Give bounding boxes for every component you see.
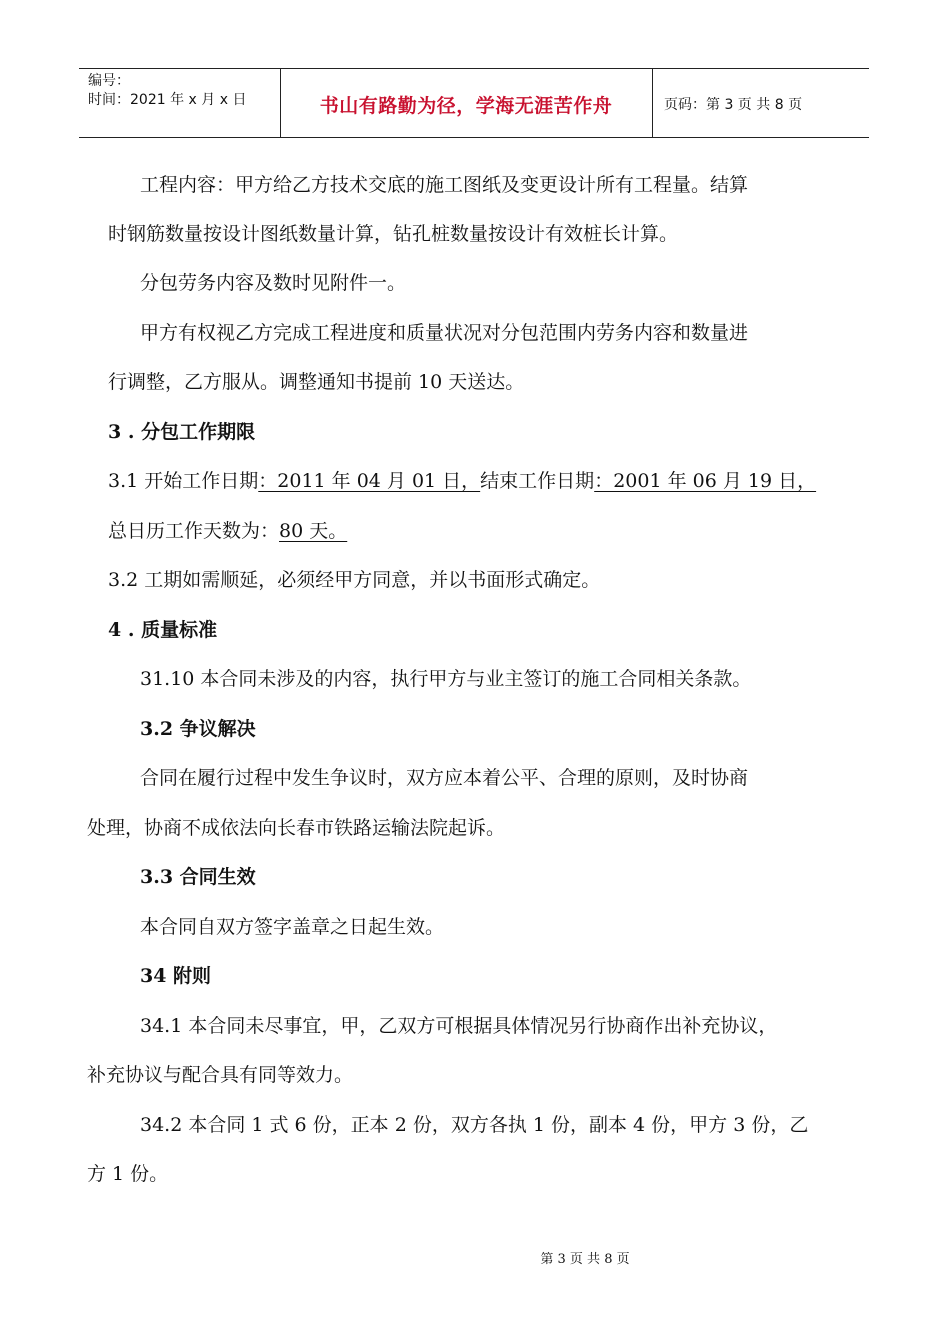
section-heading: 3.3 合同生效 [140,866,256,888]
paragraph: 时钢筋数量按设计图纸数量计算，钻孔桩数量按设计有效桩长计算。 [108,223,679,245]
section-heading: 34 附则 [140,965,212,987]
header-meta [88,72,246,110]
paragraph: 甲方有权视乙方完成工程进度和质量状况对分包范围内劳务内容和数量进 [140,322,749,344]
paragraph: 分包劳务内容及数时见附件一。 [140,272,407,294]
paragraph: 合同在履行过程中发生争议时，双方应本着公平、合理的原则，及时协商 [140,767,749,789]
page-header [79,68,869,138]
page-footer [0,1248,950,1267]
paragraph: 34.2 本合同 1 式 6 份，正本 2 份，双方各执 1 份，副本 4 份，甲方 3 份，乙 [140,1114,809,1136]
end-date-value: ：2001 年 06 月 19 日， [594,470,817,492]
paragraph [108,469,816,493]
start-date-value: ：2011 年 04 月 01 日， [258,470,481,492]
header-page-label: 页码：第 3 页 共 8 页 [664,97,803,113]
start-date-label: 3.1 开始工作日期 [108,470,259,492]
paragraph: 工程内容：甲方给乙方技术交底的施工图纸及变更设计所有工程量。结算 [140,174,749,196]
paragraph: 34.1 本合同未尽事宜，甲，乙双方可根据具体情况另行协商作出补充协议， [140,1015,778,1037]
paragraph: 3.2 工期如需顺延，必须经甲方同意，并以书面形式确定。 [108,569,601,591]
paragraph: 处理，协商不成依法向长春市铁路运输法院起诉。 [87,817,506,839]
footer-page-number: 第 3 页 共 8 页 [540,1252,630,1267]
number-label: 编号： [88,73,130,89]
end-date-label: 结束工作日期 [480,470,595,492]
paragraph: 本合同自双方签字盖章之日起生效。 [140,916,445,938]
header-motto: 书山有路勤为径，学海无涯苦作舟 [319,95,613,117]
total-days-label: 总日历工作天数为： [108,520,280,542]
time-label: 时间：2021 年 x 月 x 日 [88,92,247,108]
section-heading: 4 . 质量标准 [108,619,218,641]
header-divider [652,69,653,137]
section-heading: 3 . 分包工作期限 [108,421,256,443]
paragraph: 方 1 份。 [87,1163,169,1185]
paragraph: 补充协议与配合具有同等效力。 [87,1064,354,1086]
paragraph: 31.10 本合同未涉及的内容，执行甲方与业主签订的施工合同相关条款。 [140,668,752,690]
paragraph [108,519,347,543]
section-heading: 3.2 争议解决 [140,718,256,740]
paragraph: 行调整，乙方服从。调整通知书提前 10 天送达。 [108,371,525,393]
total-days-value: 80 天。 [279,520,348,542]
